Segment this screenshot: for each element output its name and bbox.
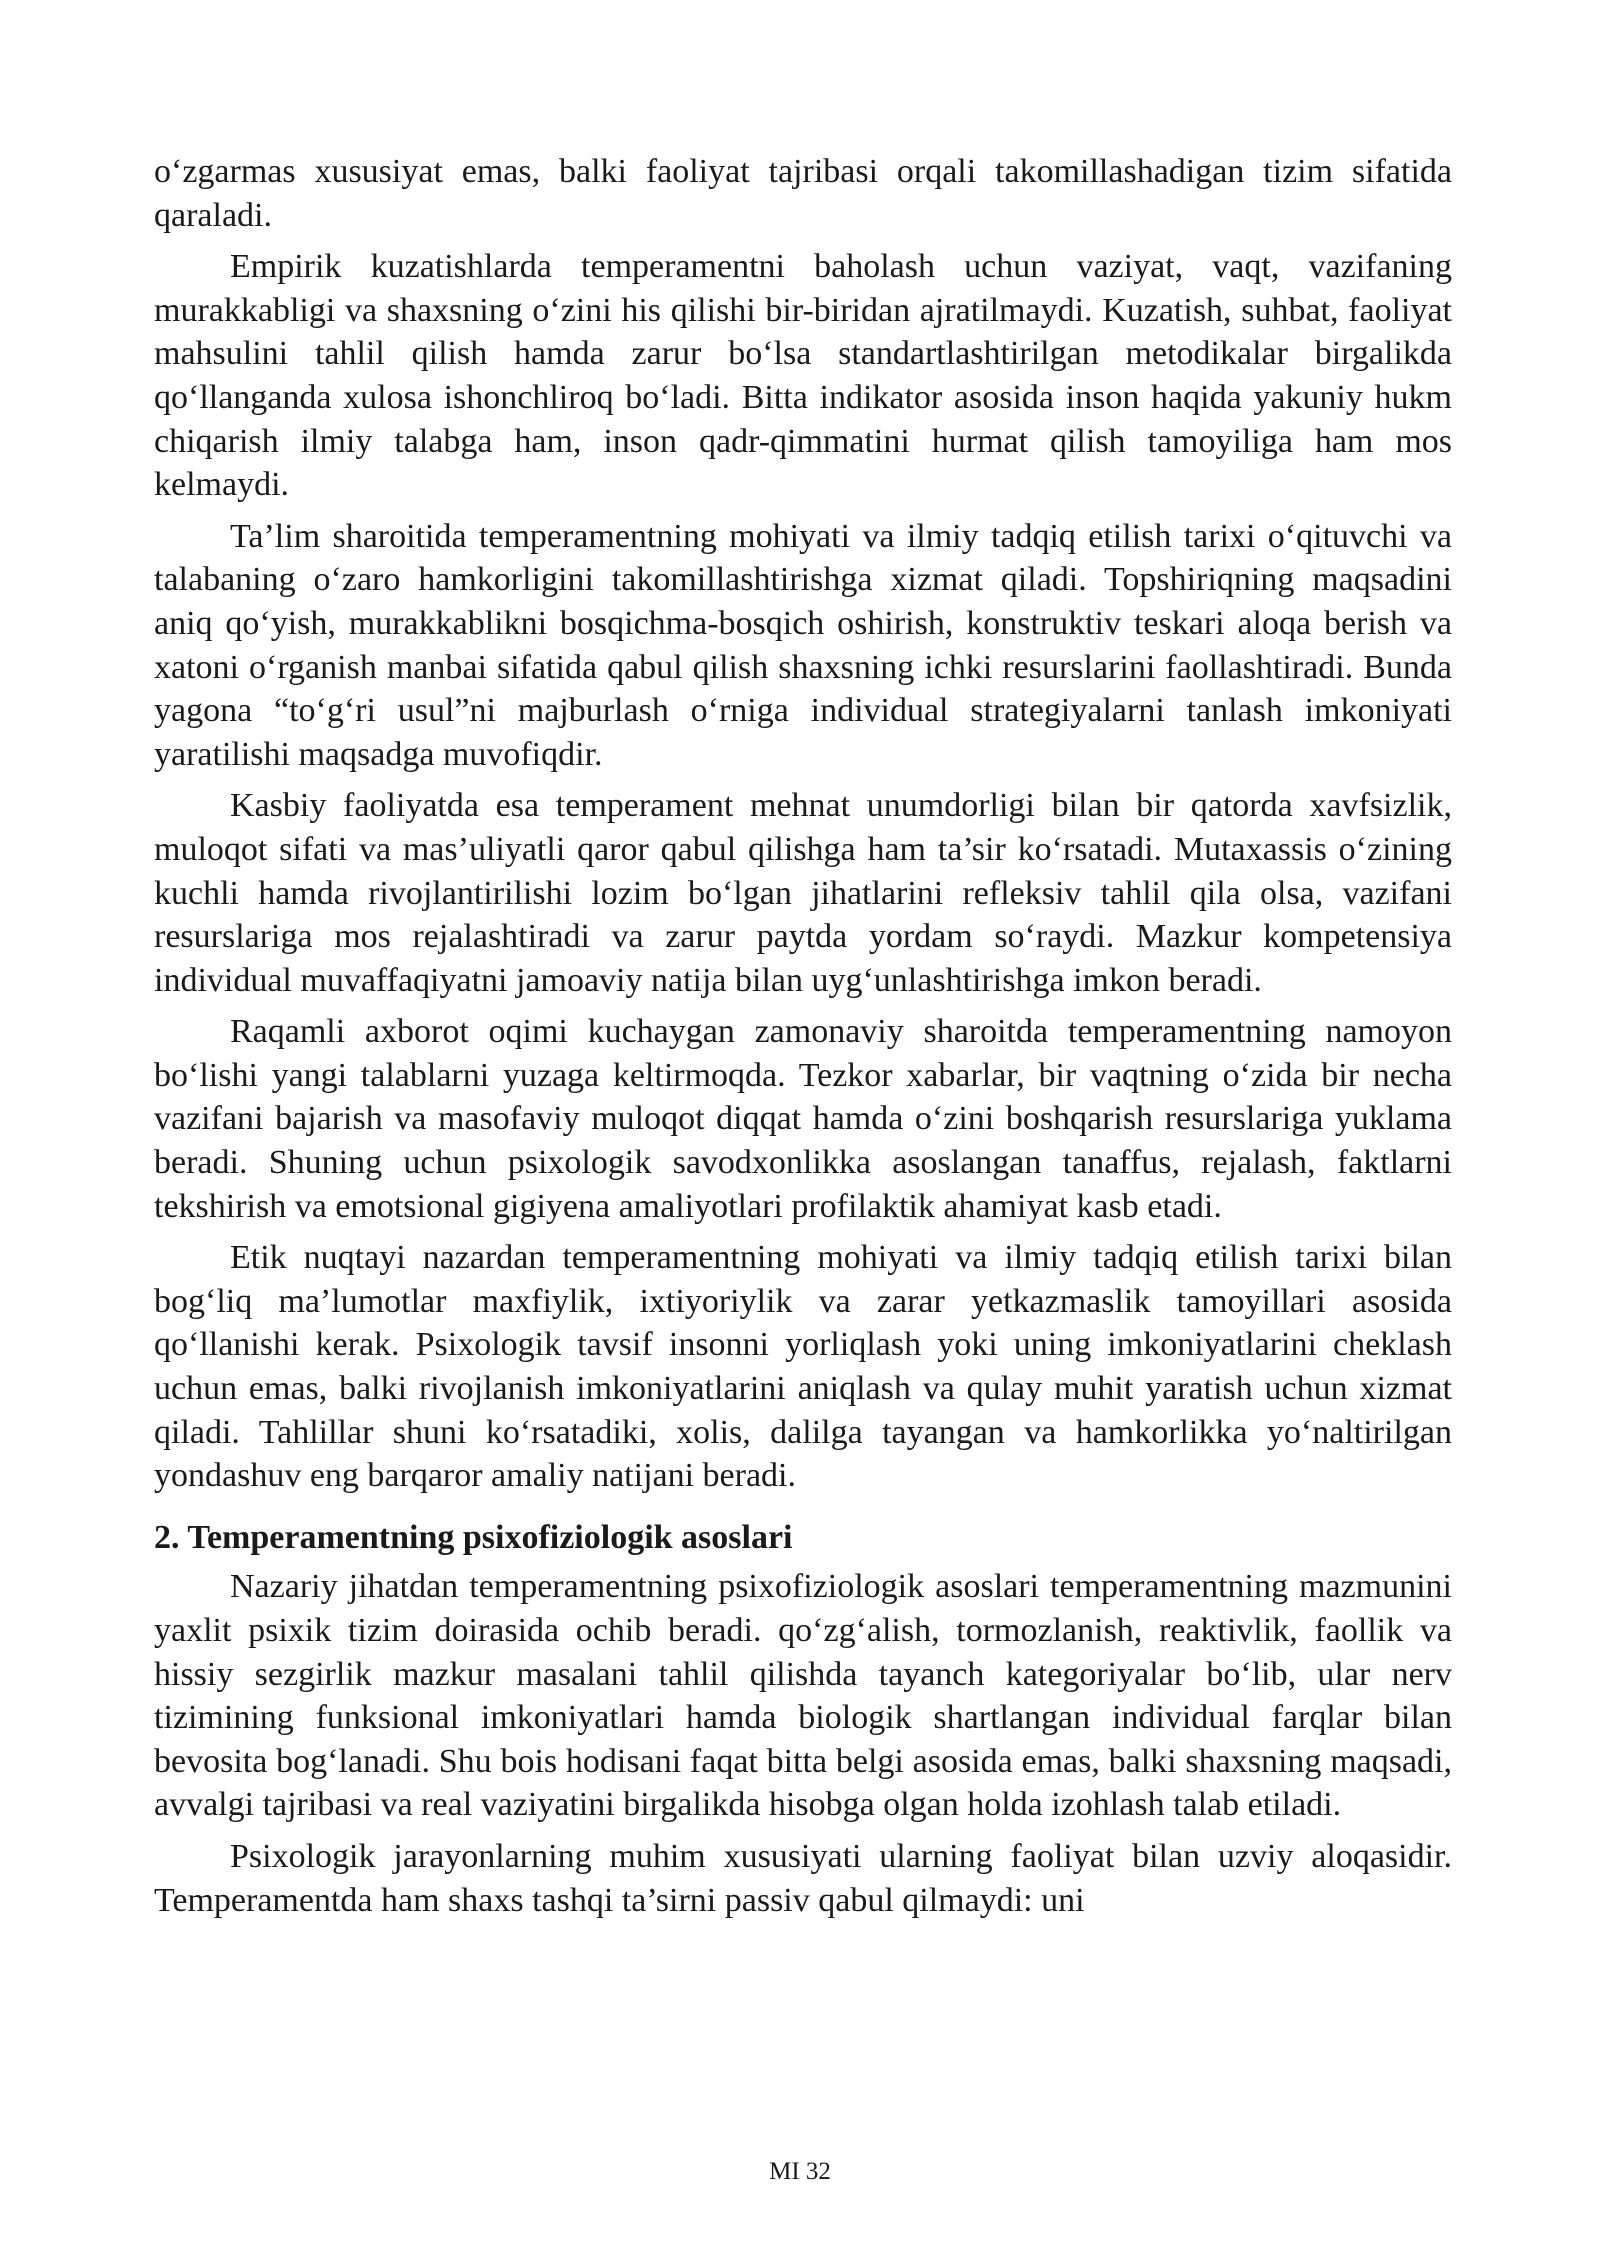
- paragraph-digital-information: Raqamli axborot oqimi kuchaygan zamonaviy sharoitda temperamentning namoyon bo‘lishi yangi talablarni yuzaga keltirmoqda. Tezkor xabarlar, bir vaqtning o‘zida bir necha vazifani bajarish va masofaviy muloqot diqqat hamda o‘zini boshqarish resurslariga yuklama beradi. Shuning uchun psixologik savodxonlikka asoslangan tanaffus, rejalash, faktlarni tekshirish va emotsional gigiyena amaliyotlari profilaktik ahamiyat kasb etadi.: [154, 1013, 1452, 1225]
- paragraph-empirical-observation: Empirik kuzatishlarda temperamentni baholash uchun vaziyat, vaqt, vazifaning murakkabligi va shaxsning o‘zini his qilishi bir-biridan ajratilmaydi. Kuzatish, suhbat, faoliyat mahsulini tahlil qilish hamda zarur bo‘lsa standartlashtirilgan metodikalar birgalikda qo‘llanganda xulosa ishonchliroq bo‘ladi. Bitta indikator asosida inson haqida yakuniy hukm chiqarish ilmiy talabga ham, inson qadr-qimmatini hurmat qilish tamoyiliga ham mos kelmaydi.: [154, 248, 1452, 504]
- paragraph-professional-activity: Kasbiy faoliyatda esa temperament mehnat unumdorligi bilan bir qatorda xavfsizlik, muloqot sifati va mas’uliyatli qaror qabul qilishga ham ta’sir ko‘rsatadi. Mutaxassis o‘zining kuchli hamda rivojlantirilishi lozim bo‘lgan jihatlarini refleksiv tahlil qila olsa, vazifani resurslariga mos rejalashtiradi va zarur paytda yordam so‘raydi. Mazkur kompetensiya individual muvaffaqiyatni jamoaviy natija bilan uyg‘unlashtirishga imkon beradi.: [154, 787, 1452, 999]
- page-number: MI 32: [769, 2158, 831, 2185]
- paragraph-psychological-processes: Psixologik jarayonlarning muhim xususiyati ularning faoliyat bilan uzviy aloqasidir. Temperamentda ham shaxs tashqi ta’sirni passiv qabul qilmaydi: uni: [154, 1837, 1452, 1919]
- paragraph-ethics: Etik nuqtayi nazardan temperamentning mohiyati va ilmiy tadqiq etilish tarixi bilan bog‘liq ma’lumotlar maxfiylik, ixtiyoriylik va zarar yetkazmaslik tamoyillari asosida qo‘llanishi kerak. Psixologik tavsif insonni yorliqlash yoki uning imkoniyatlarini cheklash uchun emas, balki rivojlanish imkoniyatlarini aniqlash va qulay muhit yaratish uchun xizmat qiladi. Tahlillar shuni ko‘rsatadiki, xolis, dalilga tayangan va hamkorlikka yo‘naltirilgan yondashuv eng barqaror amaliy natijani beradi.: [154, 1239, 1452, 1495]
- page-body: [154, 150, 1452, 1930]
- paragraph-education: Ta’lim sharoitida temperamentning mohiyati va ilmiy tadqiq etilish tarixi o‘qituvchi va talabaning o‘zaro hamkorligini takomillashtirishga xizmat qiladi. Topshiriqning maqsadini aniq qo‘yish, murakkablikni bosqichma-bosqich oshirish, konstruktiv teskari aloqa berish va xatoni o‘rganish manbai sifatida qabul qilish shaxsning ichki resurslarini faollashtiradi. Bunda yagona “to‘g‘ri usul”ni majburlash o‘rniga individual strategiyalarni tanlash imkoniyati yaratilishi maqsadga muvofiqdir.: [154, 517, 1452, 773]
- paragraph-theoretical-basis: Nazariy jihatdan temperamentning psixofiziologik asoslari temperamentning mazmunini yaxlit psixik tizim doirasida ochib beradi. qo‘zg‘alish, tormozlanish, reaktivlik, faollik va hissiy sezgirlik mazkur masalani tahlil qilishda tayanch kategoriyalar bo‘lib, ular nerv tizimining funksional imkoniyatlari hamda biologik shartlangan individual farqlar bilan bevosita bog‘lanadi. Shu bois hodisani faqat bitta belgi asosida emas, balki shaxsning maqsadi, avvalgi tajribasi va real vaziyatini birgalikda hisobga olgan holda izohlash talab etiladi.: [154, 1568, 1452, 1824]
- section-heading: 2. Temperamentning psixofiziologik asoslari: [154, 1518, 793, 1556]
- paragraph-continuation: o‘zgarmas xususiyat emas, balki faoliyat tajribasi orqali takomillashadigan tizim sifatida qaraladi.: [154, 153, 1452, 234]
